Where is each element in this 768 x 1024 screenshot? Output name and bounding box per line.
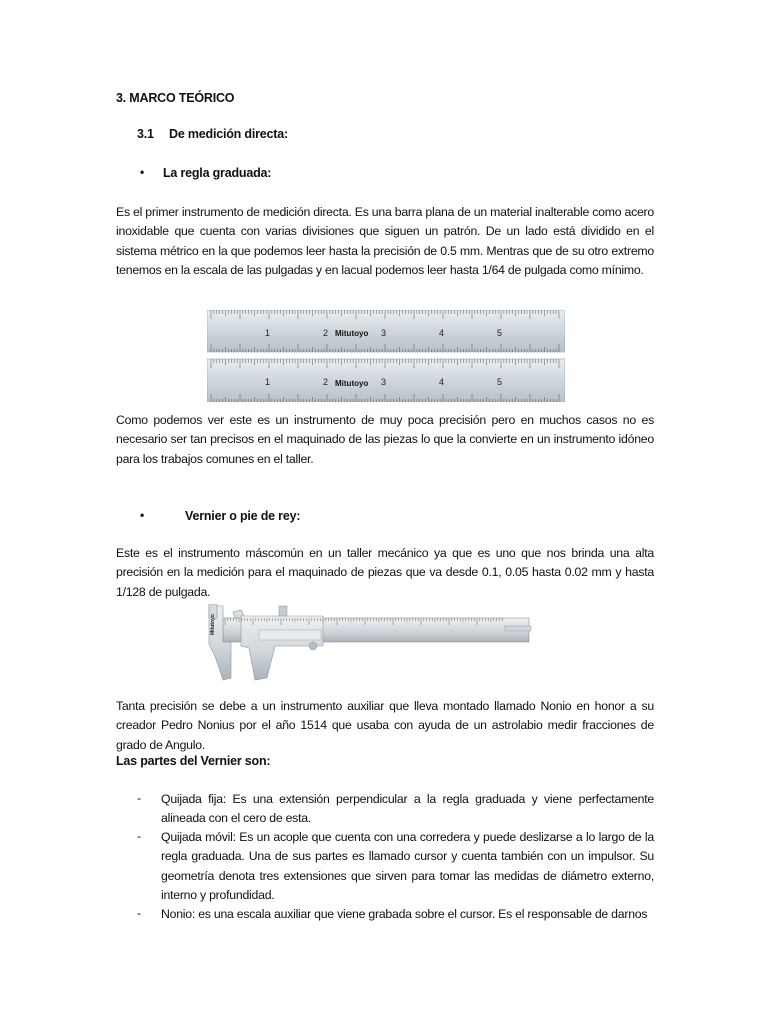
ruler-image	[207, 310, 565, 402]
vernier-paragraph-1: Este es el instrumento máscomún en un taller mecánico ya que es uno que nos brinda una alta precisión en la medición para el maquinado de piezas que va desde 0.1, 0.05 hasta 0.02 mm y hasta 1/128 de pulgada.	[116, 546, 654, 599]
ruler-top-number: 4	[439, 328, 445, 338]
bullet-icon: •	[140, 165, 145, 179]
ruler-top-number: 3	[381, 328, 387, 338]
ruler-bottom-number: 4	[439, 377, 445, 387]
ruler-bottom-number: 3	[381, 377, 387, 387]
regla-paragraph-2: Como podemos ver este es un instrumento de muy poca precisión pero en muchos casos no es necesario ser tan precisos en el maquinado de las piezas lo que la convierte en un instrumento idóneo para los trabajos comunes en el taller.	[116, 413, 654, 466]
ruler-brand-bottom: Mitutoyo	[335, 379, 369, 388]
dash-icon: -	[137, 791, 142, 805]
subsection-title: De medición directa:	[169, 127, 288, 141]
dash-icon: -	[137, 906, 142, 920]
partes-item-quijada-fija: Quijada fija: Es una extensión perpendicular a la regla graduada y viene perfectamente alineada con el cero de esta.	[161, 792, 654, 826]
vernier-paragraph-2: Tanta precisión se debe a un instrumento auxiliar que lleva montado llamado Nonio en honor a su creador Pedro Nonius por el año 1514 que usaba con ayuda de un astrolabio medir fracciones de grado de Angulo.	[116, 699, 654, 752]
ruler-bottom-number: 2	[323, 377, 329, 387]
ruler-top-number: 5	[497, 328, 503, 338]
caliper-brand: Mitutoyo	[210, 614, 216, 635]
section-title: 3. MARCO TEÓRICO	[116, 91, 235, 105]
ruler-bottom-number: 1	[265, 377, 271, 387]
vernier-heading: Vernier o pie de rey:	[185, 509, 301, 523]
regla-heading: La regla graduada:	[163, 166, 272, 180]
vernier-caliper-image	[205, 604, 535, 682]
ruler-top-number: 1	[265, 328, 271, 338]
ruler-bottom-number: 5	[497, 377, 503, 387]
subsection-number: 3.1	[137, 127, 154, 141]
regla-paragraph-1: Es el primer instrumento de medición directa. Es una barra plana de un material inalterable como acero inoxidable que cuenta con varias divisiones que siguen un patrón. De un lado está dividido en el sistema métrico en la que podemos leer hasta la precisión de 0.5 mm. Mentras que de su otro extremo tenemos en la escala de las pulgadas y en lacual podemos leer hasta 1/64 de pulgada como mínimo.	[116, 205, 654, 277]
partes-item-nonio: Nonio: es una escala auxiliar que viene grabada sobre el cursor. Es el responsable de darnos	[161, 907, 648, 921]
bullet-icon: •	[140, 508, 145, 522]
partes-item-quijada-movil: Quijada móvil: Es un acople que cuenta con una corredera y puede deslizarse a lo largo de la regla graduada. Una de sus partes es llamado cursor y cuenta también con un impulsor. Su geometría denota tres extensiones que sirven para tomar las medidas de diámetro externo, interno y profundidad.	[161, 830, 654, 902]
ruler-top-number: 2	[323, 328, 329, 338]
ruler-brand-top: Mitutoyo	[335, 329, 369, 338]
partes-heading: Las partes del Vernier son:	[116, 754, 271, 768]
dash-icon: -	[137, 829, 142, 843]
